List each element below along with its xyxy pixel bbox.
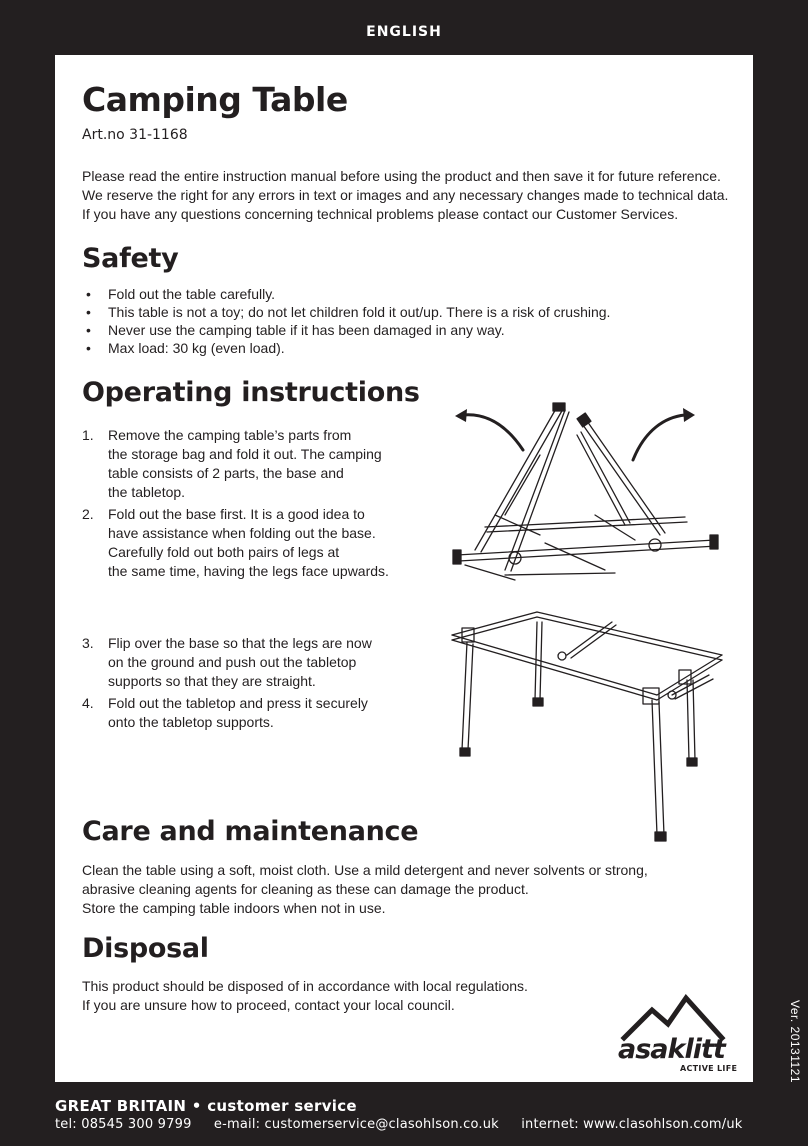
language-label: ENGLISH [366,24,442,40]
step-number: 1. [82,427,94,443]
step-line: Flip over the base so that the legs are now [108,635,372,651]
step-line: Fold out the base first. It is a good idea to [108,506,365,522]
footer-internet: internet: www.clasohlson.com/uk [521,1117,743,1132]
safety-heading: Safety [82,243,179,274]
step-item [82,634,372,691]
care-line: Clean the table using a soft, moist cloth. Use a mild detergent and never solvents or strong, [82,862,648,878]
steps-list-b [82,634,372,735]
safety-item: • Fold out the table carefully. [82,285,722,303]
care-heading: Care and maintenance [82,816,419,847]
step-item [82,505,389,581]
article-number: Art.no 31-1168 [82,127,188,143]
step-line: Fold out the tabletop and press it securely [108,695,368,711]
fold-out-legs-illustration [445,395,735,600]
standing-base-illustration [447,600,737,845]
step-line: onto the tabletop supports. [108,714,274,730]
step-number: 3. [82,635,94,651]
safety-item: • Max load: 30 kg (even load). [82,339,722,357]
intro-line: We reserve the right for any errors in text or images and any necessary changes made to technical data. [82,187,729,203]
step-line: Remove the camping table’s parts from [108,427,352,443]
step-line: table consists of 2 parts, the base and [108,465,344,481]
care-line: Store the camping table indoors when not in use. [82,900,386,916]
disposal-line: This product should be disposed of in accordance with local regulations. [82,978,528,994]
step-item [82,694,372,732]
step-line: have assistance when folding out the base. [108,525,376,541]
safety-item: • Never use the camping table if it has been damaged in any way. [82,321,722,339]
step-line: the storage bag and fold it out. The camping [108,446,382,462]
intro-text [82,167,742,224]
footer-title: GREAT BRITAIN • customer service [55,1097,357,1115]
safety-item: • This table is not a toy; do not let children fold it out/up. There is a risk of crushing. [82,303,722,321]
intro-line: Please read the entire instruction manual before using the product and then save it for future reference. [82,168,721,184]
intro-line: If you have any questions concerning technical problems please contact our Customer Services. [82,206,679,222]
disposal-line: If you are unsure how to proceed, contact your local council. [82,997,455,1013]
step-item [82,426,389,502]
footer-email: e-mail: customerservice@clasohlson.co.uk [213,1117,499,1132]
step-line: on the ground and push out the tabletop [108,654,357,670]
footer-contact [55,1117,743,1132]
steps-list-a [82,426,389,584]
step-line: the tabletop. [108,484,186,500]
care-text [82,861,732,918]
care-line: abrasive cleaning agents for cleaning as these can damage the product. [82,881,529,897]
step-number: 2. [82,506,94,522]
footer-tel: tel: 08545 300 9799 [55,1117,192,1132]
step-line: supports so that they are straight. [108,673,316,689]
brand-logo-text: asaklitt [618,1034,725,1065]
safety-list [82,285,722,357]
disposal-heading: Disposal [82,933,209,964]
brand-tagline: ACTIVE LIFE [680,1064,738,1073]
operating-heading: Operating instructions [82,377,420,408]
step-number: 4. [82,695,94,711]
step-line: the same time, having the legs face upwards. [108,563,389,579]
version-label: Ver. 20131121 [788,1000,802,1084]
page-title: Camping Table [82,80,348,119]
step-line: Carefully fold out both pairs of legs at [108,544,340,560]
